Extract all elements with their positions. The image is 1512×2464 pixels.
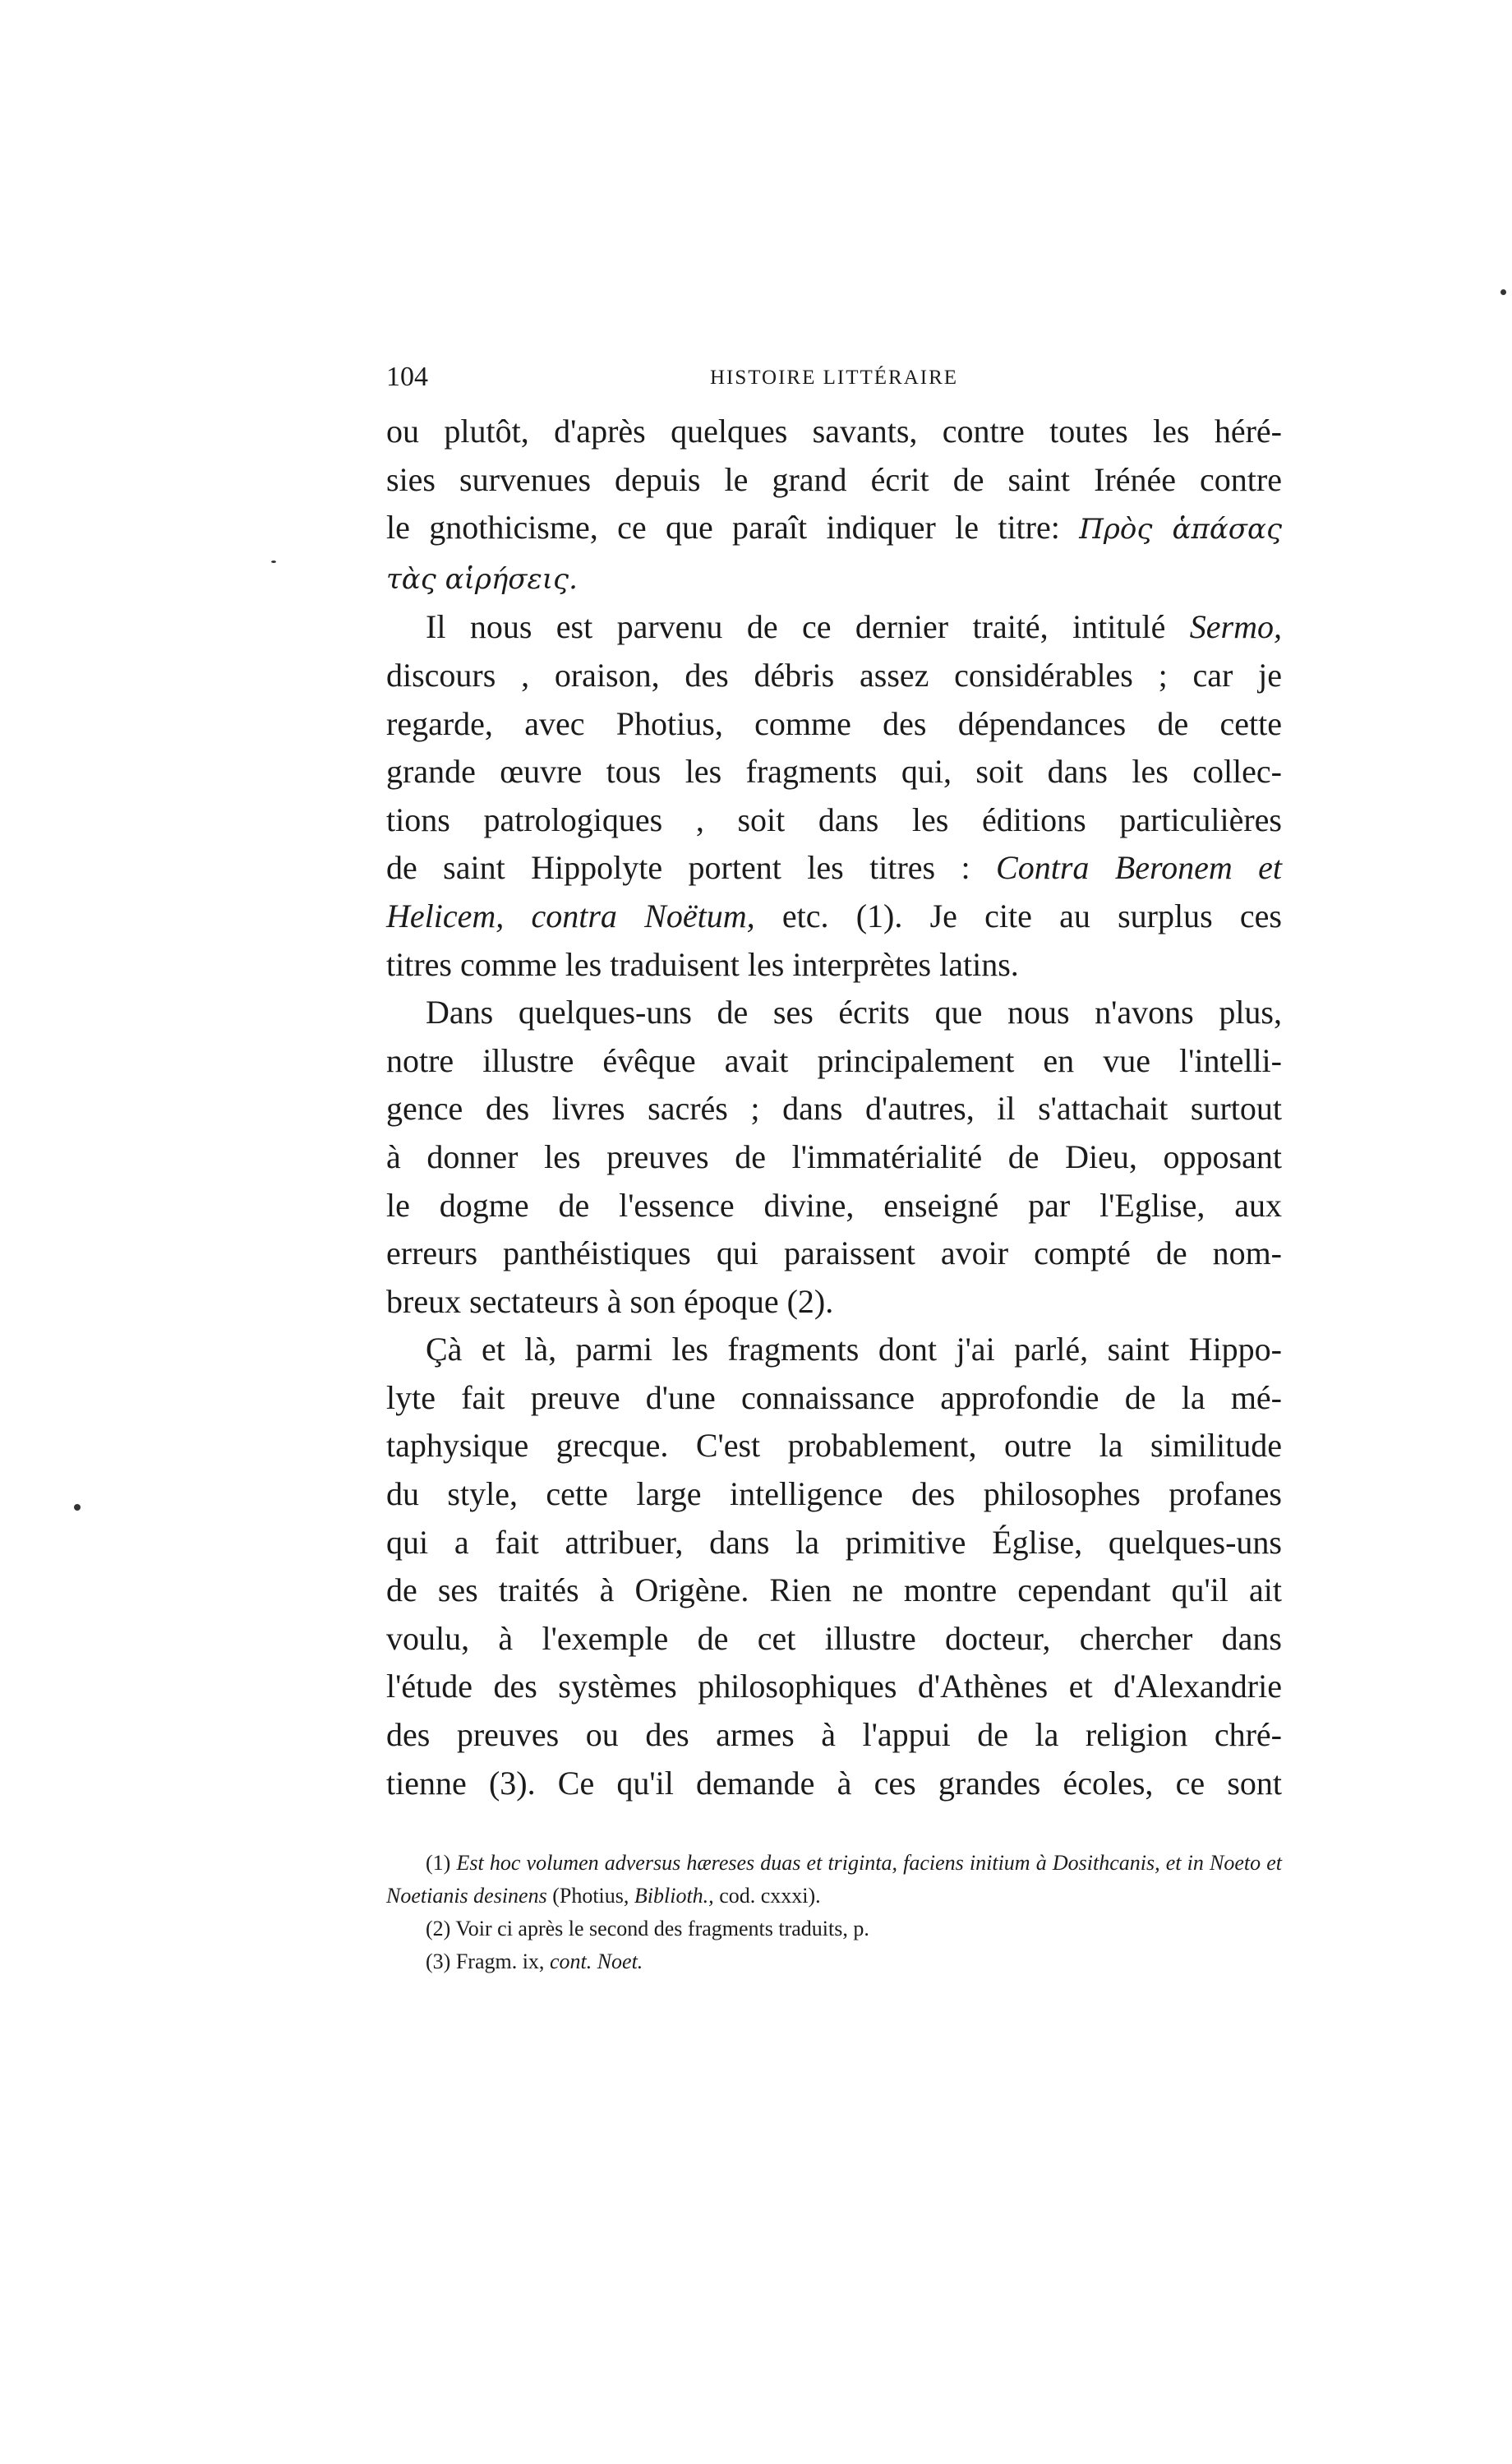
text-line: grande œuvre tous les fragments qui, soit dans les collec- — [386, 753, 1282, 791]
text-line: regarde, avec Photius, comme des dépendances de cette — [386, 704, 1282, 742]
footnote-italic: cont. Noet. — [549, 1950, 643, 1974]
text-line: des preuves ou des armes à l'appui de la religion chré- — [386, 1716, 1282, 1754]
paragraph — [386, 603, 1282, 989]
footnote-text: Voir ci après le second des fragments traduits, p. — [455, 1917, 869, 1941]
book-page — [386, 362, 1282, 1978]
text-line: lyte fait preuve d'une connaissance approfondie de la mé- — [386, 1378, 1282, 1416]
footnote-marker: (1) — [426, 1851, 451, 1876]
text-line: le gnothicisme, ce que paraît indiquer le titre: Πρὸς ἁπάσας — [386, 509, 1283, 547]
italic-title: Contra Beronem et — [996, 849, 1283, 887]
footnotes — [386, 1847, 1282, 1978]
text-line: breux sectateurs à son époque (2). — [386, 1282, 834, 1320]
text-line: de saint Hippolyte portent les titres : Contra Beronem et — [386, 849, 1283, 887]
greek-title-end: τὰς αἱρήσεις. — [386, 562, 578, 596]
text-line: l'étude des systèmes philosophiques d'Athènes et d'Alexandrie — [386, 1668, 1282, 1705]
text-line: à donner les preuves de l'immatérialité de Dieu, opposant — [386, 1137, 1282, 1175]
text-line: tions patrologiques , soit dans les éditions particulières — [386, 801, 1282, 838]
footnote-latin-quote: Est hoc volumen adversus hæreses duas et triginta, faciens initium à Dosithcanis, et in Noeto et Noetianis desinens — [386, 1851, 1283, 1908]
text-line: le dogme de l'essence divine, enseigné par l'Eglise, aux — [386, 1186, 1282, 1224]
footnote — [386, 1945, 1282, 1978]
footnote — [386, 1913, 1282, 1945]
text-line: qui a fait attribuer, dans la primitive Église, quelques-uns — [386, 1523, 1282, 1561]
footnote: (1) Est hoc volumen adversus hæreses duas et triginta, faciens initium à Dosithcanis, et in Noeto et Noetianis desinens (Photius, Biblioth., cod. cxxxi). — [386, 1851, 1283, 1908]
text-line: gence des livres sacrés ; dans d'autres, il s'attachait surtout — [386, 1090, 1282, 1128]
text-line: Çà et là, parmi les fragments dont j'ai parlé, saint Hippo- — [426, 1331, 1282, 1368]
footnote-marker: (2) — [426, 1917, 451, 1941]
text-line: taphysique grecque. C'est probablement, outre la similitude — [386, 1427, 1282, 1465]
text-line: Dans quelques-uns de ses écrits que nous n'avons plus, — [426, 994, 1282, 1031]
scan-speck — [1500, 289, 1506, 295]
text-line: titres comme les traduisent les interprètes latins. — [386, 945, 1019, 983]
text-line: voulu, à l'exemple de cet illustre docteur, chercher dans — [386, 1619, 1282, 1657]
text-line: discours , oraison, des débris assez considérables ; car je — [386, 656, 1282, 694]
italic-title: Helicem, contra Noëtum, — [386, 897, 755, 934]
text-line: ou plutôt, d'après quelques savants, contre toutes les héré- — [386, 413, 1282, 450]
text-line: erreurs panthéistiques qui paraissent avoir compté de nom- — [386, 1234, 1282, 1272]
text-line — [386, 554, 1282, 604]
text-line: notre illustre évêque avait principalement en vue l'intelli- — [386, 1041, 1282, 1079]
text-line: du style, cette large intelligence des philosophes profanes — [386, 1475, 1282, 1513]
italic-title: Sermo, — [1189, 608, 1282, 646]
running-head — [386, 362, 1282, 399]
text-line: Il nous est parvenu de ce dernier traité, intitulé Sermo, — [426, 608, 1282, 646]
scan-speck — [74, 1504, 81, 1511]
running-title: HISTOIRE LITTÉRAIRE — [709, 367, 959, 389]
text-line: tienne (3). Ce qu'il demande à ces grandes écoles, ce sont — [386, 1764, 1282, 1802]
paragraph — [386, 989, 1282, 1326]
paragraph — [386, 1326, 1282, 1807]
footnote-marker: (3) — [426, 1950, 451, 1974]
text-line: sies survenues depuis le grand écrit de saint Irénée contre — [386, 460, 1282, 498]
footnote-text: Fragm. ix, — [455, 1950, 545, 1974]
text-line: Helicem, contra Noëtum, etc. (1). Je cite au surplus ces — [386, 897, 1282, 934]
scan-speck — [271, 561, 276, 563]
paragraph — [386, 408, 1282, 603]
page-number: 104 — [386, 362, 428, 392]
body-text — [386, 408, 1282, 1807]
greek-title: Πρὸς ἁπάσας — [1079, 513, 1283, 547]
text-line: de ses traités à Origène. Rien ne montre cependant qu'il ait — [386, 1571, 1282, 1609]
